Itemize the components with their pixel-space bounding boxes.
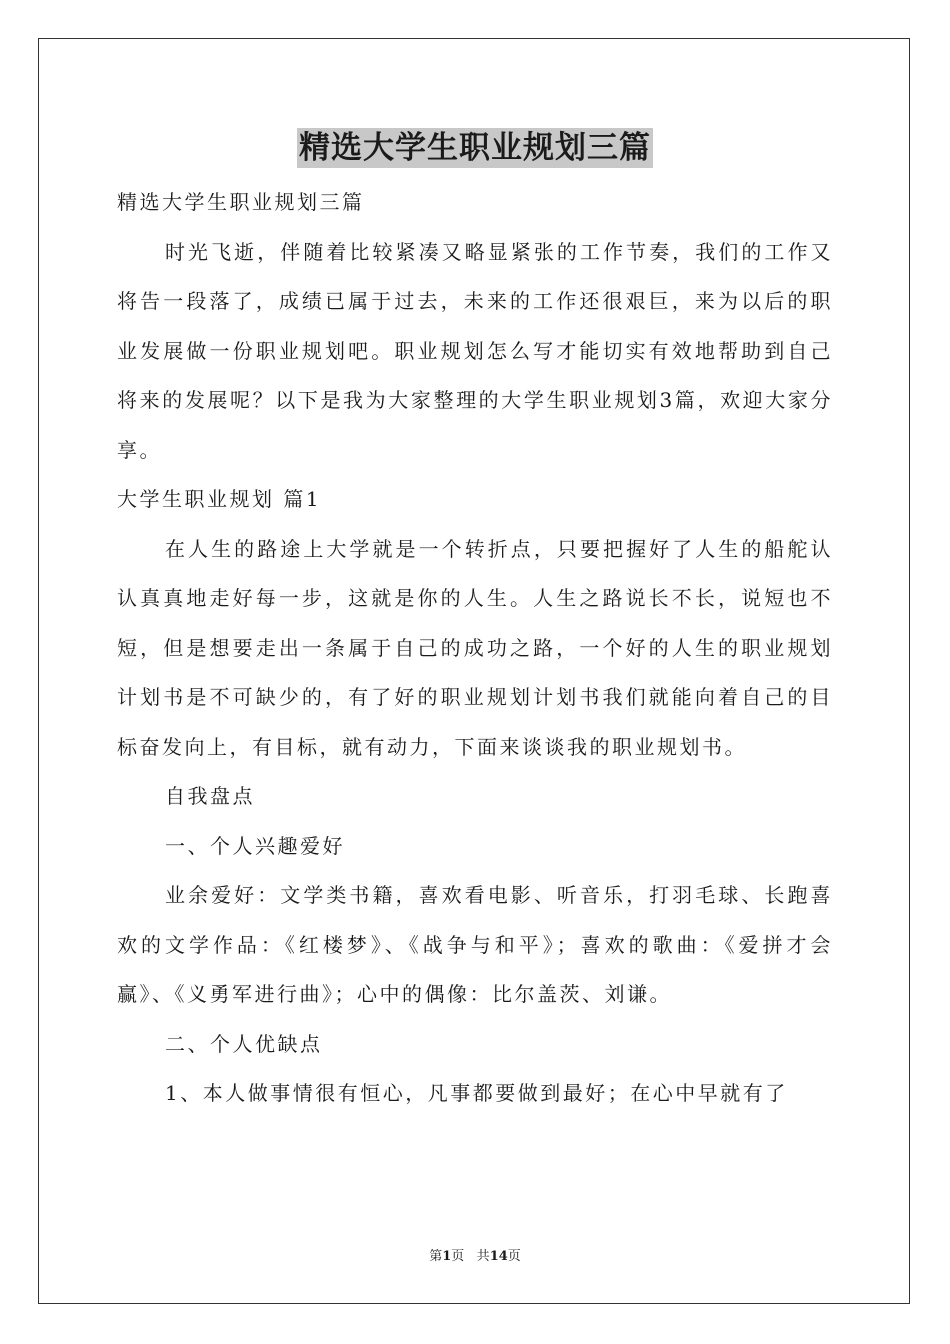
page-footer [0, 1248, 950, 1266]
footer-total-suffix: 页 [507, 1249, 521, 1264]
body-paragraph: 在人生的路途上大学就是一个转折点，只要把握好了人生的船舵认认真真地走好每一步，这就是你的人生。人生之路说长不长，说短也不短，但是想要走出一条属于自己的成功之路，一个好的人生的职业规划计划书是不可缺少的，有了好的职业规划计划书我们就能向着自己的目标奋发向上，有目标，就有动力，下面来谈谈我的职业规划书。 [117, 536, 833, 759]
subheading-self-inventory: 自我盘点 [165, 784, 255, 808]
footer-total-pages: 14 [489, 1249, 508, 1264]
footer-page-number: 1 [442, 1249, 452, 1264]
footer-page-prefix: 第 [429, 1249, 443, 1264]
interests-paragraph: 业余爱好：文学类书籍，喜欢看电影、听音乐，打羽毛球、长跑喜欢的文学作品：《红楼梦》、《战争与和平》；喜欢的歌曲：《爱拼才会赢》、《义勇军进行曲》；心中的偶像：比尔盖茨、刘谦。 [117, 883, 833, 1006]
strengths-paragraph: 1、本人做事情很有恒心，凡事都要做到最好；在心中早就有了 [165, 1081, 788, 1105]
subheading-strengths: 二、个人优缺点 [165, 1031, 323, 1056]
subtitle-line: 精选大学生职业规划三篇 [117, 190, 365, 214]
intro-paragraph: 时光飞逝，伴随着比较紧凑又略显紧张的工作节奏，我们的工作又将告一段落了，成绩已属于过去，未来的工作还很艰巨，来为以后的职业发展做一份职业规划吧。职业规划怎么写才能切实有效地帮助到自己将来的发展呢？以下是我为大家整理的大学生职业规划3篇，欢迎大家分享。 [117, 239, 833, 462]
title-container [0, 128, 950, 168]
footer-page-suffix: 页 [451, 1249, 465, 1264]
section-heading: 大学生职业规划 篇1 [117, 487, 322, 511]
subheading-interests: 一、个人兴趣爱好 [165, 833, 345, 858]
document-title: 精选大学生职业规划三篇 [299, 130, 651, 166]
footer-total-prefix: 共 [476, 1249, 490, 1264]
document-body [117, 178, 833, 1119]
